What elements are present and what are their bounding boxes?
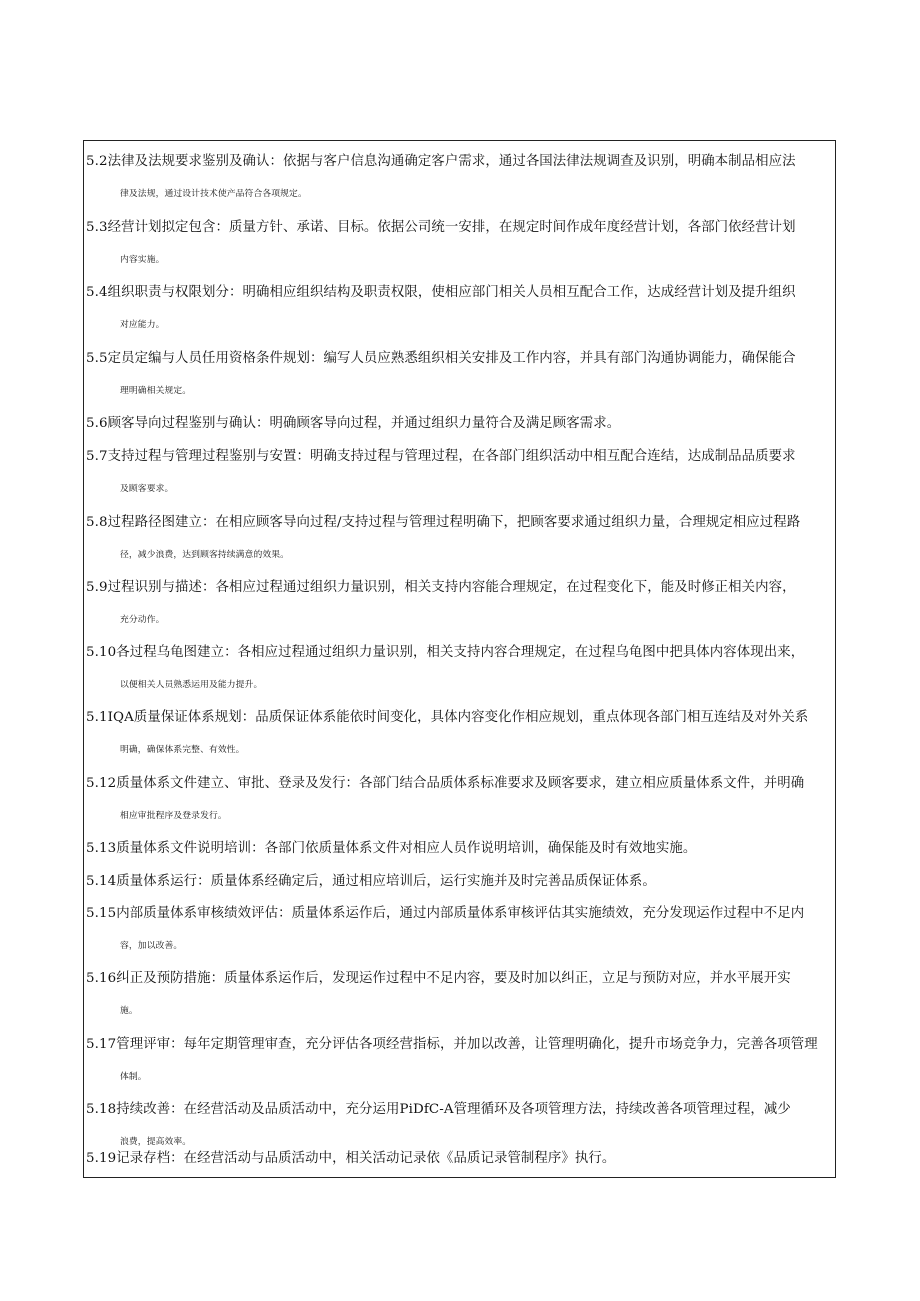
clause-number: 5.1IQA xyxy=(86,710,134,725)
clause-text: 支持过程与管理过程鉴别与安置：明确支持过程与管理过程，在各部门组织活动中相互配合连结，达成制品品质要求 xyxy=(107,449,796,464)
clause-continuation: 以便相关人员熟悉运用及能力提升。 xyxy=(120,680,263,690)
clause-continuation: 律及法规，通过设计技术使产品符合各项规定。 xyxy=(120,189,307,199)
clause-number: 5.16 xyxy=(86,971,117,986)
clause-continuation: 体制。 xyxy=(120,1072,147,1082)
clause-continuation: 相应审批程序及登录发行。 xyxy=(120,811,227,821)
clause-text: 纠正及预防措施：质量体系运作后，发现运作过程中不足内容，要及时加以纠正，立足与预防对应，并水平展开实 xyxy=(116,971,791,986)
clause-5-10 xyxy=(86,637,831,701)
clause-text: 组织职责与权限划分：明确相应组织结构及职责权限，使相应部门相关人员相互配合工作，达成经营计划及提升组织 xyxy=(107,285,796,300)
clause-5-14 xyxy=(86,866,831,898)
clause-5-9 xyxy=(86,572,831,636)
clause-number: 5.5 xyxy=(86,351,108,366)
clause-5-13 xyxy=(86,833,831,865)
clause-5-17 xyxy=(86,1029,831,1093)
clause-5-7 xyxy=(86,441,831,505)
clause-number: 5.13 xyxy=(86,841,117,856)
clause-5-11 xyxy=(86,702,831,766)
clause-5-6 xyxy=(86,408,831,440)
clause-number: 5.2 xyxy=(86,154,108,169)
clause-5-15 xyxy=(86,898,831,962)
clause-text: 管理评审：每年定期管理审查，充分评估各项经营指标，并加以改善，让管理明确化，提升市场竞争力，完善各项管理 xyxy=(116,1037,818,1052)
clause-text: 过程路径图建立：在相应顾客导向过程/支持过程与管理过程明确下，把顾客要求通过组织力量，合理规定相应过程路 xyxy=(107,515,801,530)
clause-text: 质量体系运行：质量体系经确定后，通过相应培训后，运行实施并及时完善品质保证体系。 xyxy=(116,874,656,889)
clause-number: 5.3 xyxy=(86,220,108,235)
clause-number: 5.17 xyxy=(86,1037,117,1052)
clause-continuation: 径，减少浪费，达到顾客持续满意的效果。 xyxy=(120,550,290,560)
clause-number: 5.7 xyxy=(86,449,108,464)
clause-continuation: 理明确相关规定。 xyxy=(120,386,192,396)
clause-continuation: 对应能力。 xyxy=(120,320,165,330)
clause-text: 法律及法规要求鉴别及确认：依据与客户信息沟通确定客户需求，通过各国法律法规调查及识别，明确本制品相应法 xyxy=(107,154,796,169)
clause-5-5 xyxy=(86,343,831,407)
clause-continuation: 充分动作。 xyxy=(120,615,165,625)
clause-continuation: 容，加以改善。 xyxy=(120,941,183,951)
clause-continuation: 明确，确保体系完整、有效性。 xyxy=(120,745,245,755)
clause-number: 5.14 xyxy=(86,874,117,889)
clause-number: 5.6 xyxy=(86,416,108,431)
clause-continuation: 及顾客要求。 xyxy=(120,484,174,494)
clause-number: 5.4 xyxy=(86,285,108,300)
clause-text: 记录存档：在经营活动与品质活动中，相关活动记录依《品质记录管制程序》执行。 xyxy=(116,1151,616,1166)
clause-continuation: 内容实施。 xyxy=(120,255,165,265)
clause-continuation: 施。 xyxy=(120,1006,138,1016)
clause-5-2 xyxy=(86,146,831,210)
clause-number: 5.18 xyxy=(86,1102,117,1117)
clause-text: 顾客导向过程鉴别与确认：明确顾客导向过程，并通过组织力量符合及满足顾客需求。 xyxy=(107,416,621,431)
clause-number: 5.9 xyxy=(86,580,108,595)
clause-text: 过程识别与描述：各相应过程通过组织力量识别，相关支持内容能合理规定，在过程变化下，能及时修正相关内容， xyxy=(107,580,796,595)
clause-5-16 xyxy=(86,963,831,1027)
clause-number: 5.12 xyxy=(86,776,117,791)
content-table-cell xyxy=(83,140,836,1178)
clause-text: 经营计划拟定包含：质量方针、承诺、目标。依据公司统一安排，在规定时间作成年度经营计划，各部门依经营计划 xyxy=(107,220,796,235)
clause-5-3 xyxy=(86,212,831,276)
clause-text: 质量保证体系规划：品质保证体系能依时间变化，具体内容变化作相应规划，重点体现各部门相互连结及对外关系 xyxy=(133,710,809,725)
clause-continuation: 浪费，提高效率。 xyxy=(120,1137,192,1147)
clause-5-4 xyxy=(86,277,831,341)
clause-text: 质量体系文件说明培训：各部门依质量体系文件对相应人员作说明培训，确保能及时有效地实施。 xyxy=(116,841,697,856)
clause-text: 定员定编与人员任用资格条件规划：编写人员应熟悉组织相关安排及工作内容，并具有部门沟通协调能力，确保能合 xyxy=(107,351,796,366)
clause-number: 5.8 xyxy=(86,515,108,530)
clause-text: 各过程乌龟图建立：各相应过程通过组织力量识别，相关支持内容合理规定，在过程乌龟图中把具体内容体现出来， xyxy=(116,645,805,660)
clause-5-12 xyxy=(86,768,831,832)
clause-5-19 xyxy=(86,1143,831,1175)
clause-text: 质量体系文件建立、审批、登录及发行：各部门结合品质体系标准要求及顾客要求，建立相应质量体系文件，并明确 xyxy=(116,776,805,791)
clause-text: 内部质量体系审核绩效评估：质量体系运作后，通过内部质量体系审核评估其实施绩效，充分发现运作过程中不足内 xyxy=(116,906,805,921)
clause-number: 5.15 xyxy=(86,906,117,921)
clause-5-8 xyxy=(86,507,831,571)
clause-number: 5.10 xyxy=(86,645,117,660)
clause-text: 持续改善：在经营活动及品质活动中，充分运用PiDfC-A管理循环及各项管理方法，持续改善各项管理过程，减少 xyxy=(116,1102,791,1117)
clause-number: 5.19 xyxy=(86,1151,117,1166)
